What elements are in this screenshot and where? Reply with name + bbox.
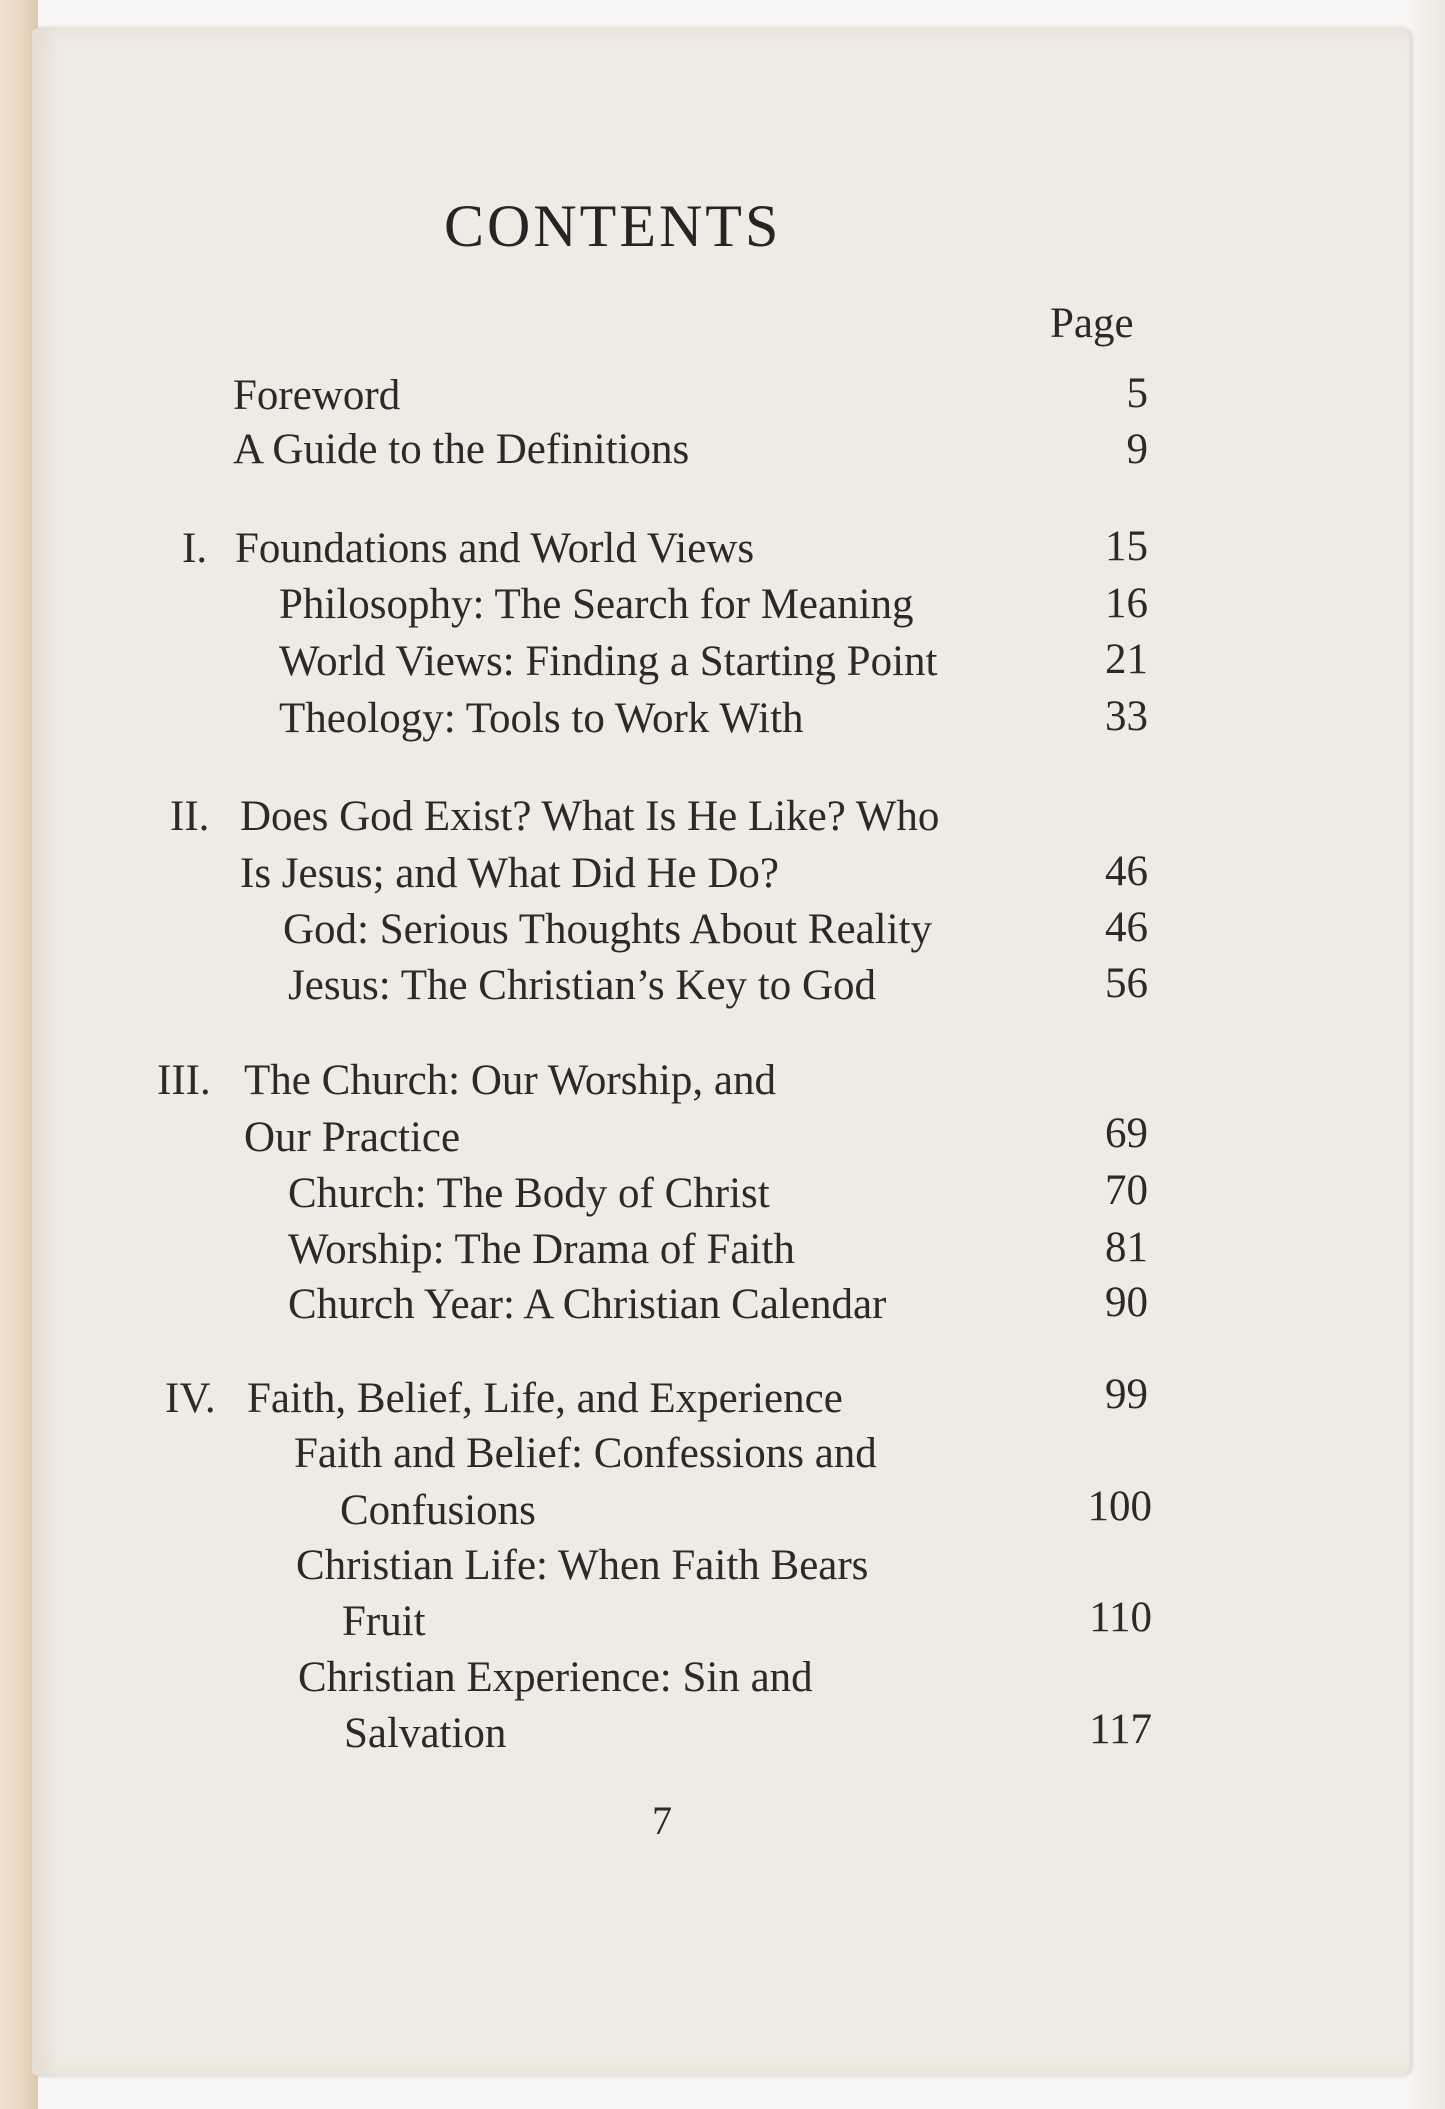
section-numeral: IV. (165, 1375, 216, 1422)
toc-entry-page: 100 (1087, 1483, 1152, 1530)
section-page: 15 (1105, 523, 1148, 570)
section-page: 46 (1105, 848, 1148, 895)
toc-entry-label: Philosophy: The Search for Meaning (279, 581, 914, 628)
toc-entry-page: 46 (1105, 904, 1148, 951)
toc-entry-label: Fruit (342, 1598, 426, 1645)
toc-entry-label: Church Year: A Christian Calendar (288, 1281, 887, 1328)
toc-entry-label: A Guide to the Definitions (233, 426, 690, 473)
toc-entry-page: 110 (1089, 1594, 1152, 1641)
section-numeral: III. (157, 1057, 211, 1104)
toc-entry-label: Christian Life: When Faith Bears (296, 1542, 869, 1589)
toc-entry-page: 117 (1089, 1706, 1152, 1753)
toc-entry-label: Theology: Tools to Work With (279, 695, 804, 742)
toc-entry-page: 81 (1105, 1224, 1148, 1271)
toc-entry-page: 9 (1126, 426, 1148, 473)
section-title: Is Jesus; and What Did He Do? (240, 850, 779, 897)
section-page: 69 (1105, 1110, 1148, 1157)
page-column-header: Page (1050, 300, 1134, 347)
toc-entry-label: Worship: The Drama of Faith (288, 1226, 795, 1273)
toc-entry-label: Jesus: The Christian’s Key to God (288, 962, 877, 1009)
toc-entry-label: World Views: Finding a Starting Point (279, 638, 938, 685)
toc-entry-page: 70 (1105, 1167, 1148, 1214)
toc-entry-label: Salvation (344, 1710, 507, 1757)
section-title: Our Practice (244, 1114, 461, 1161)
toc-entry-page: 5 (1126, 370, 1148, 417)
toc-entry-label: Christian Experience: Sin and (298, 1654, 813, 1701)
toc-entry-label: Faith and Belief: Confessions and (294, 1430, 877, 1477)
section-title: Does God Exist? What Is He Like? Who (240, 793, 940, 840)
section-title: The Church: Our Worship, and (244, 1057, 776, 1104)
page-edge (1409, 0, 1445, 2109)
page-title: CONTENTS (444, 193, 782, 259)
toc-entry-page: 33 (1105, 693, 1148, 740)
section-title: Faith, Belief, Life, and Experience (247, 1375, 843, 1422)
toc-entry-page: 21 (1105, 636, 1148, 683)
section-numeral: I. (182, 525, 208, 572)
section-title: Foundations and World Views (235, 525, 755, 572)
section-page: 99 (1105, 1371, 1148, 1418)
toc-entry-label: Confusions (340, 1487, 536, 1534)
page-number: 7 (652, 1798, 672, 1843)
toc-entry-page: 90 (1105, 1279, 1148, 1326)
book-page (32, 28, 1410, 2076)
toc-entry-label: God: Serious Thoughts About Reality (283, 906, 932, 953)
toc-entry-label: Foreword (233, 372, 401, 419)
toc-entry-page: 16 (1105, 580, 1148, 627)
section-numeral: II. (170, 793, 210, 840)
toc-entry-label: Church: The Body of Christ (288, 1170, 770, 1217)
toc-entry-page: 56 (1105, 960, 1148, 1007)
